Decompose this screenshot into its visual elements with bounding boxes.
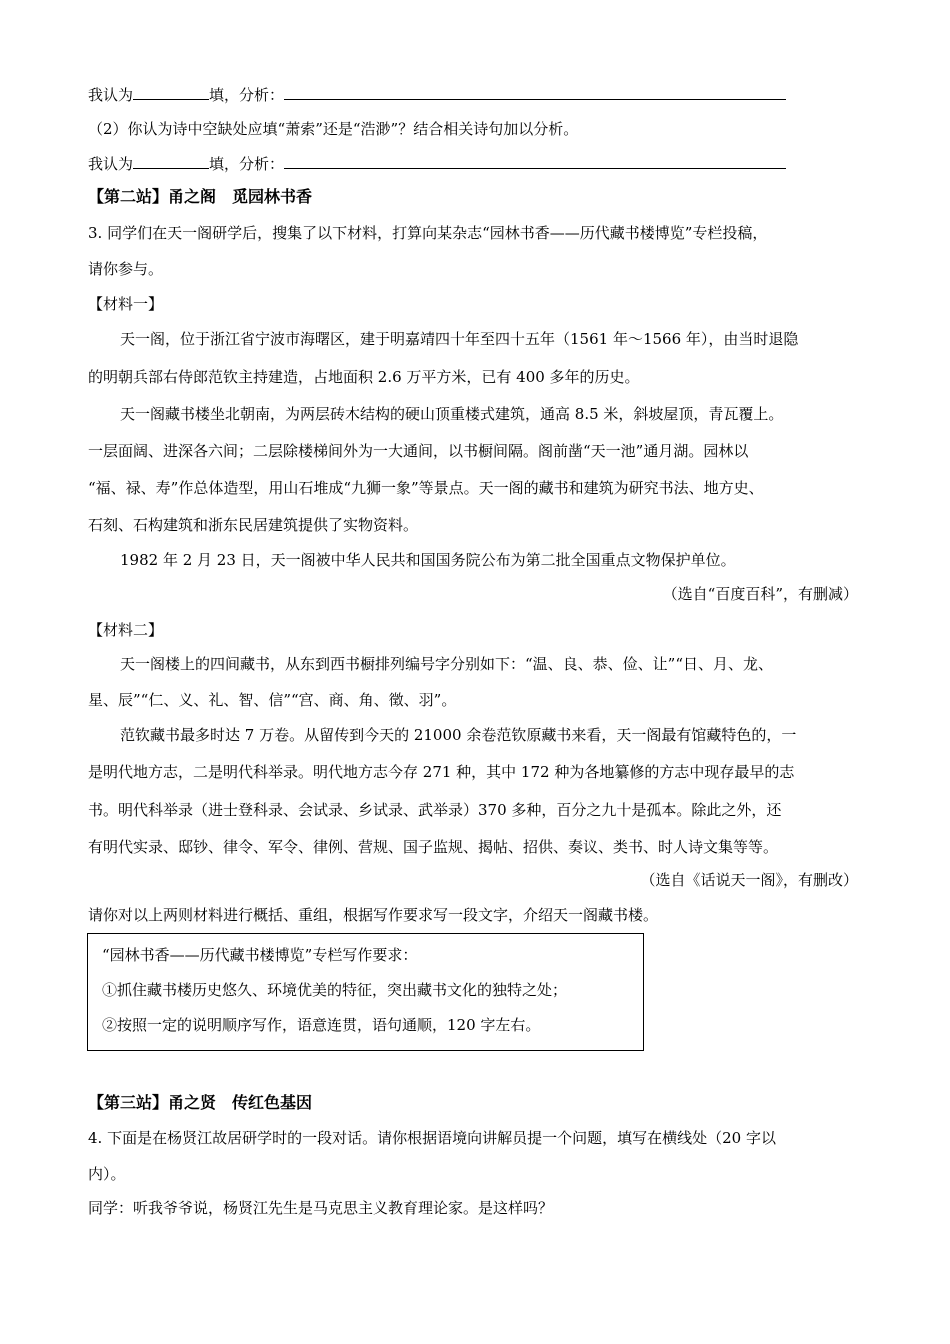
requirement-item-2: ②按照一定的说明顺序写作，语意连贯，语句通顺，120 字左右。 — [102, 1016, 541, 1034]
sub-question-2: （2）你认为诗中空缺处应填“萧索”还是“浩渺”？结合相关诗句加以分析。 — [88, 120, 579, 138]
section-heading-station-3: 【第三站】甬之贤 传红色基因 — [88, 1093, 313, 1112]
answer-mid: 填，分析： — [209, 86, 285, 104]
question-3-line-1: 3. 同学们在天一阁研学后，搜集了以下材料，打算向某杂志“园林书香——历代藏书楼博览”专栏投稿， — [88, 224, 768, 242]
answer-prefix: 我认为 — [88, 86, 134, 104]
material-2-title: 【材料二】 — [88, 621, 164, 639]
material-2-paragraph-2: 有明代实录、邸钞、律令、军令、律例、营规、国子监规、揭帖、招供、奏议、类书、时人诗文集等等。 — [88, 838, 779, 856]
material-1-paragraph-1: 天一阁，位于浙江省宁波市海曙区，建于明嘉靖四十年至四十五年（1561 年～1566 年），由当时退隐 — [120, 330, 799, 348]
material-2-paragraph-2: 书。明代科举录（进士登科录、会试录、乡试录、武举录）370 多种，百分之九十是孤本。除此之外，还 — [88, 801, 782, 819]
question-4-line-2: 内）。 — [88, 1165, 126, 1183]
material-1-paragraph-2: “福、禄、寿”作总体造型，用山石堆成“九狮一象”等景点。天一阁的藏书和建筑为研究书法、地方史、 — [88, 479, 764, 497]
material-1-paragraph-2: 石刻、石构建筑和浙东民居建筑提供了实物资料。 — [88, 516, 419, 534]
material-1-paragraph-2: 一层面阔、进深各六间；二层除楼梯间外为一大通间，以书橱间隔。阁前凿“天一池”通月湖。园林以 — [88, 442, 749, 460]
material-2-source: （选自《话说天一阁》，有删改） — [640, 871, 858, 889]
material-2-paragraph-2: 是明代地方志，二是明代科举录。明代地方志今存 271 种，其中 172 种为各地纂修的方志中现存最早的志 — [88, 763, 795, 781]
fill-blank-choice[interactable] — [133, 84, 209, 100]
material-1-paragraph-3: 1982 年 2 月 23 日，天一阁被中华人民共和国国务院公布为第二批全国重点文物保护单位。 — [120, 551, 736, 569]
material-2-paragraph-2: 范钦藏书最多时达 7 万卷。从留传到今天的 21000 余卷范钦原藏书来看，天一阁最有馆藏特色的，一 — [120, 726, 797, 744]
question-3-line-2: 请你参与。 — [88, 260, 164, 278]
material-2-paragraph-1: 星、辰”“仁、义、礼、智、信”“宫、商、角、徵、羽”。 — [88, 691, 457, 709]
section-heading-station-2: 【第二站】甬之阁 觅园林书香 — [88, 187, 313, 206]
material-2-paragraph-1: 天一阁楼上的四间藏书，从东到西书橱排列编号字分别如下：“温、良、恭、俭、让”“日、月、龙、 — [120, 655, 774, 673]
answer-line-2 — [88, 153, 786, 174]
material-1-source: （选自“百度百科”，有删减） — [662, 585, 858, 603]
material-1-title: 【材料一】 — [88, 295, 164, 313]
answer-prefix: 我认为 — [88, 155, 134, 173]
answer-mid: 填，分析： — [209, 155, 285, 173]
material-1-paragraph-1: 的明朝兵部右侍郎范钦主持建造，占地面积 2.6 万平方米，已有 400 多年的历史。 — [88, 368, 640, 386]
requirements-title: “园林书香——历代藏书楼博览”专栏写作要求： — [102, 946, 418, 964]
fill-blank-analysis[interactable] — [284, 153, 786, 169]
material-1-paragraph-2: 天一阁藏书楼坐北朝南，为两层砖木结构的硬山顶重楼式建筑，通高 8.5 米，斜坡屋顶，青瓦覆上。 — [120, 405, 784, 423]
question-4-line-1: 4. 下面是在杨贤江故居研学时的一段对话。请你根据语境向讲解员提一个问题，填写在横线处（20 字以 — [88, 1129, 776, 1147]
dialog-line-student: 同学：听我爷爷说，杨贤江先生是马克思主义教育理论家。是这样吗？ — [88, 1199, 554, 1217]
writing-requirements-box — [87, 933, 644, 1051]
fill-blank-choice[interactable] — [133, 153, 209, 169]
requirement-item-1: ①抓住藏书楼历史悠久、环境优美的特征，突出藏书文化的独特之处； — [102, 981, 568, 999]
fill-blank-analysis[interactable] — [284, 84, 786, 100]
writing-instruction: 请你对以上两则材料进行概括、重组，根据写作要求写一段文字，介绍天一阁藏书楼。 — [88, 906, 659, 924]
answer-line-1 — [88, 84, 786, 105]
